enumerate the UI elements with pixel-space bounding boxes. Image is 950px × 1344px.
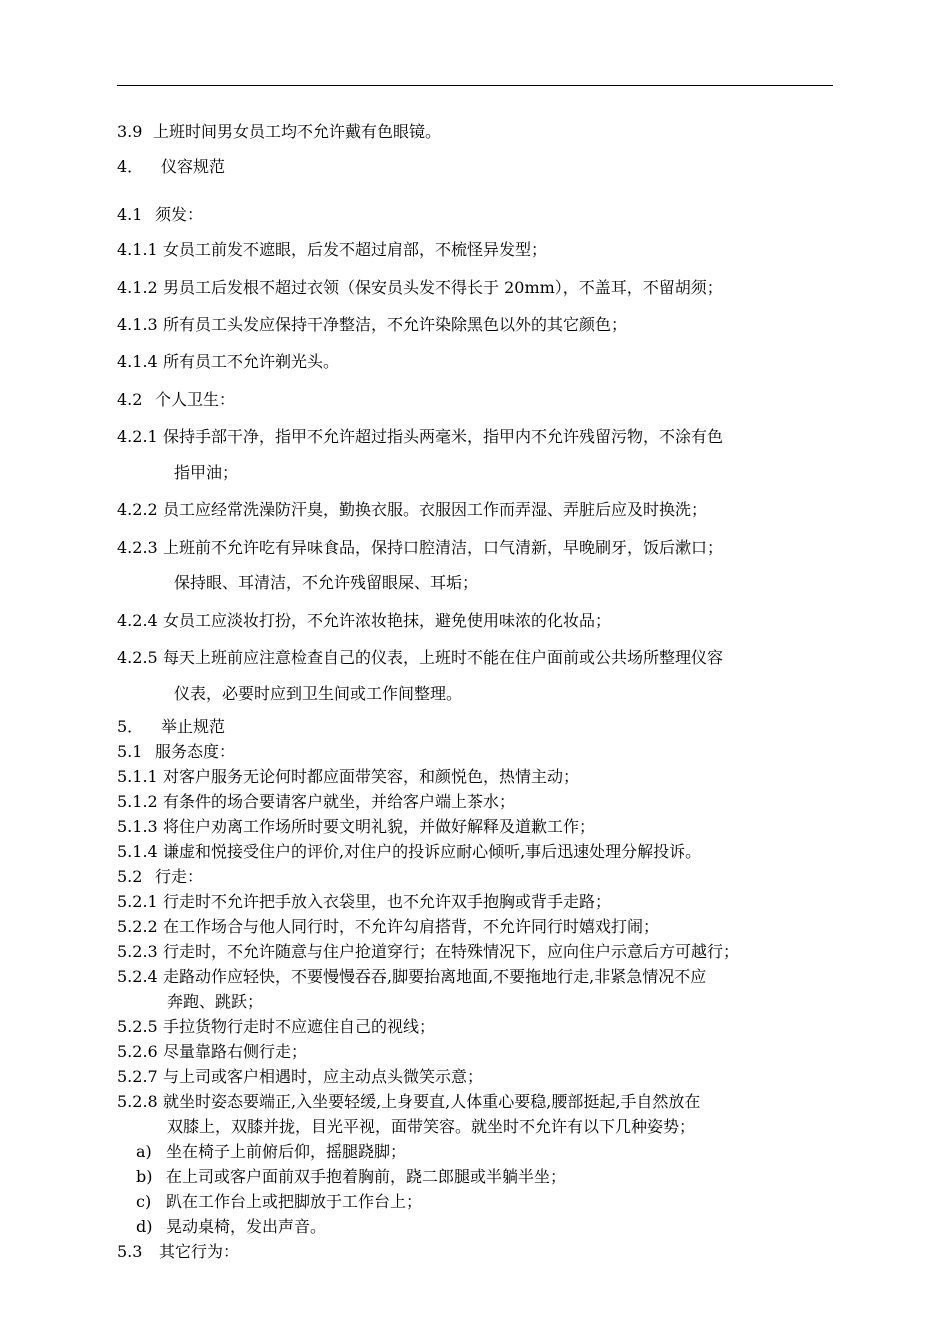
list-item-b: b) 在上司或客户面前双手抱着胸前，跷二郎腿或半躺半坐； bbox=[136, 1167, 567, 1186]
para-4-1-3: 4.1.3 所有员工头发应保持干净整洁，不允许染除黑色以外的其它颜色； bbox=[117, 315, 628, 334]
para-4-1-2: 4.1.2 男员工后发根不超过衣领（保安员头发不得长于 20mm），不盖耳，不留胡须； bbox=[117, 278, 723, 297]
para-5-2-4-cont: 奔跑、跳跃； bbox=[167, 992, 264, 1011]
para-5-2-3: 5.2.3 行走时，不允许随意与住户抢道穿行；在特殊情况下，应向住户示意后方可越行； bbox=[117, 942, 740, 961]
para-3-9: 3.9 上班时间男女员工均不允许戴有色眼镜。 bbox=[117, 122, 442, 141]
header-rule bbox=[117, 85, 833, 86]
para-4-2-1-cont: 指甲油； bbox=[174, 463, 239, 482]
para-5-1: 5.1 服务态度： bbox=[117, 742, 236, 761]
para-5-2-7: 5.2.7 与上司或客户相遇时，应主动点头微笑示意； bbox=[117, 1067, 484, 1086]
para-5-2-8-cont: 双膝上，双膝并拢，目光平视，面带笑容。就坐时不允许有以下几种姿势； bbox=[167, 1117, 696, 1136]
para-5-2-2: 5.2.2 在工作场合与他人同行时，不允许勾肩搭背，不允许同行时嬉戏打闹； bbox=[117, 917, 660, 936]
para-4-2-5: 4.2.5 每天上班前应注意检查自己的仪表，上班时不能在住户面前或公共场所整理仪容 bbox=[117, 648, 724, 667]
heading-5: 5． 举止规范 bbox=[117, 717, 226, 736]
para-4-2-3-cont: 保持眼、耳清洁，不允许残留眼屎、耳垢； bbox=[174, 573, 479, 592]
para-5-1-2: 5.1.2 有条件的场合要请客户就坐，并给客户端上茶水； bbox=[117, 792, 516, 811]
heading-4: 4． 仪容规范 bbox=[117, 157, 226, 176]
para-4-2-5-cont: 仪表，必要时应到卫生间或工作间整理。 bbox=[174, 684, 463, 703]
para-5-2-6: 5.2.6 尽量靠路右侧行走； bbox=[117, 1042, 308, 1061]
para-4-2-1: 4.2.1 保持手部干净，指甲不允许超过指头两毫米，指甲内不允许残留污物，不涂有色 bbox=[117, 427, 724, 446]
para-5-1-4: 5.1.4 谦虚和悦接受住户的评价,对住户的投诉应耐心倾听,事后迅速处理分解投诉。 bbox=[117, 842, 702, 861]
para-4-1: 4.1 须发： bbox=[117, 205, 204, 224]
para-5-3: 5.3 其它行为： bbox=[117, 1242, 240, 1261]
para-4-1-1: 4.1.1 女员工前发不遮眼，后发不超过肩部，不梳怪异发型； bbox=[117, 240, 548, 259]
para-5-2: 5.2 行走： bbox=[117, 867, 204, 886]
list-item-d: d) 晃动桌椅，发出声音。 bbox=[136, 1217, 327, 1236]
para-4-2-3: 4.2.3 上班前不允许吃有异味食品，保持口腔清洁，口气清新，早晚刷牙，饭后漱口； bbox=[117, 538, 724, 557]
para-5-1-1: 5.1.1 对客户服务无论何时都应面带笑容，和颜悦色，热情主动； bbox=[117, 767, 580, 786]
para-5-2-4: 5.2.4 走路动作应轻快，不要慢慢吞吞,脚要抬离地面,不要拖地行走,非紧急情况不应 bbox=[117, 967, 707, 986]
para-4-1-4: 4.1.4 所有员工不允许剃光头。 bbox=[117, 352, 340, 371]
para-4-2-4: 4.2.4 女员工应淡妆打扮，不允许浓妆艳抹，避免使用味浓的化妆品； bbox=[117, 611, 612, 630]
para-4-2-2: 4.2.2 员工应经常洗澡防汗臭，勤换衣服。衣服因工作而弄湿、弄脏后应及时换洗； bbox=[117, 500, 708, 519]
para-5-2-5: 5.2.5 手拉货物行走时不应遮住自己的视线； bbox=[117, 1017, 436, 1036]
para-5-1-3: 5.1.3 将住户劝离工作场所时要文明礼貌，并做好解释及道歉工作； bbox=[117, 817, 596, 836]
para-4-2: 4.2 个人卫生： bbox=[117, 390, 236, 409]
para-5-2-1: 5.2.1 行走时不允许把手放入衣袋里，也不允许双手抱胸或背手走路； bbox=[117, 892, 612, 911]
list-item-a: a) 坐在椅子上前俯后仰，摇腿跷脚； bbox=[136, 1142, 407, 1161]
para-5-2-8: 5.2.8 就坐时姿态要端正,入坐要轻缓,上身要直,人体重心要稳,腰部挺起,手自然放在 bbox=[117, 1092, 701, 1111]
list-item-c: c) 趴在工作台上或把脚放于工作台上； bbox=[136, 1192, 423, 1211]
